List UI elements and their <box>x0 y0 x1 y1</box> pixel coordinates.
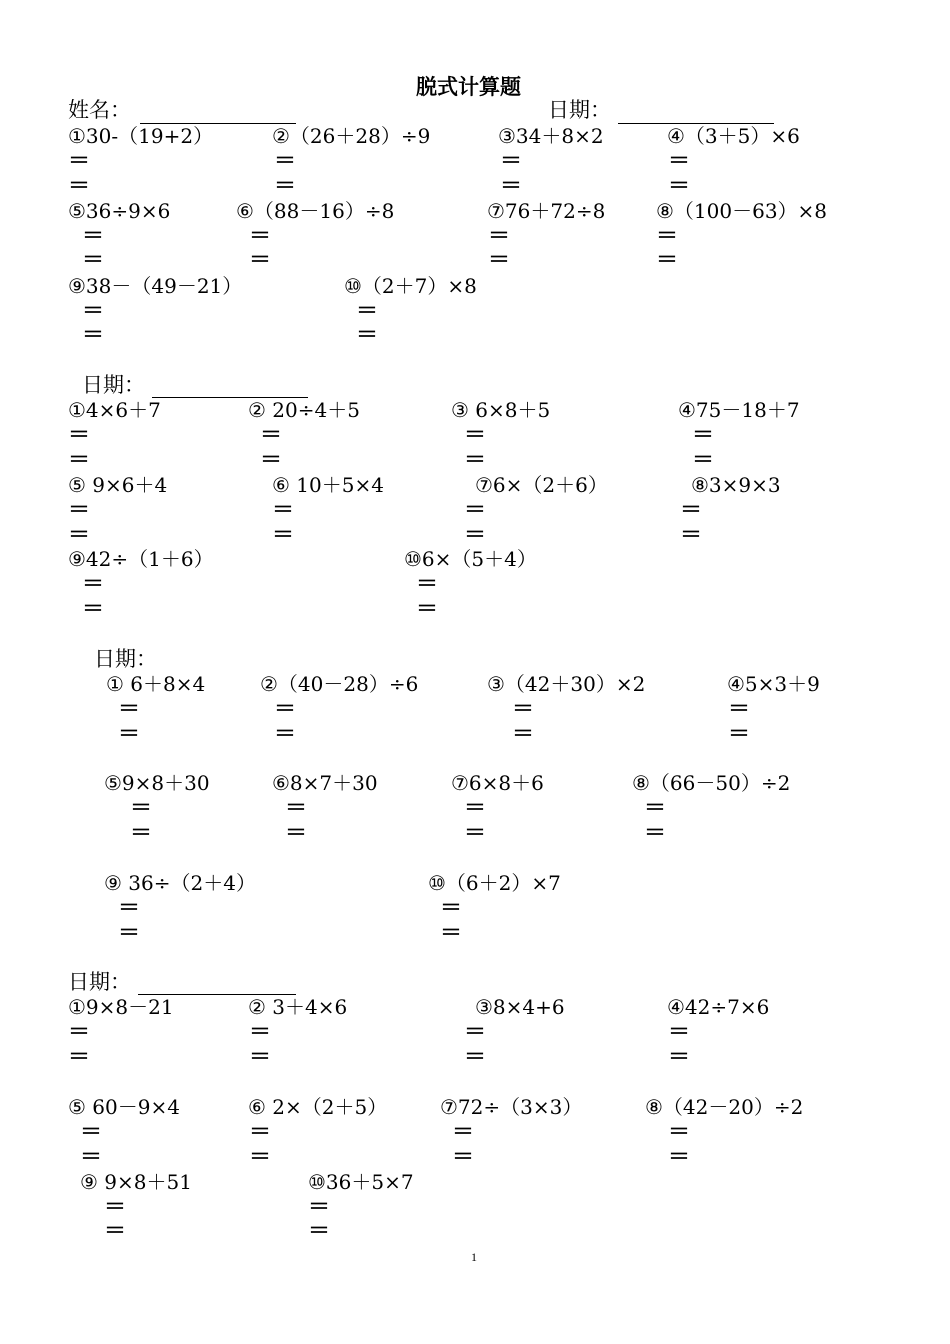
equals-sign: ＝ <box>80 1144 103 1170</box>
equals-sign: ＝ <box>488 223 511 249</box>
equals-sign: ＝ <box>274 696 297 722</box>
equals-sign: ＝ <box>464 447 487 473</box>
problem-9: ⑨ 36÷（2＋4） <box>104 871 256 895</box>
problem-7: ⑦6×8＋6 <box>451 771 544 795</box>
equals-sign: ＝ <box>118 696 141 722</box>
problem-7: ⑦72÷（3×3） <box>440 1095 583 1119</box>
name-label: 姓名： <box>68 98 131 122</box>
problem-10: ⑩（6＋2）×7 <box>428 871 561 895</box>
problem-2: ②（26＋28）÷9 <box>272 124 431 148</box>
problem-1: ① 6＋8×4 <box>106 672 206 696</box>
equals-sign: ＝ <box>274 173 297 199</box>
equals-sign: ＝ <box>692 447 715 473</box>
equals-sign: ＝ <box>274 721 297 747</box>
equals-sign: ＝ <box>644 820 667 846</box>
equals-sign: ＝ <box>68 1019 91 1045</box>
equals-sign: ＝ <box>285 795 308 821</box>
equals-sign: ＝ <box>464 422 487 448</box>
equals-sign: ＝ <box>464 795 487 821</box>
equals-sign: ＝ <box>464 1019 487 1045</box>
equals-sign: ＝ <box>118 895 141 921</box>
problem-3: ③（42＋30）×2 <box>487 672 646 696</box>
problem-3: ③34＋8×2 <box>498 124 604 148</box>
problem-9: ⑨38－（49－21） <box>68 274 243 298</box>
problem-3: ③ 6×8＋5 <box>451 398 551 422</box>
problem-7: ⑦76＋72÷8 <box>487 199 606 223</box>
equals-sign: ＝ <box>440 895 463 921</box>
problem-10: ⑩36＋5×7 <box>308 1170 414 1194</box>
problem-8: ⑧（42－20）÷2 <box>645 1095 804 1119</box>
equals-sign: ＝ <box>68 422 91 448</box>
equals-sign: ＝ <box>356 298 379 324</box>
equals-sign: ＝ <box>260 422 283 448</box>
page-title: 脱式计算题 <box>416 74 521 99</box>
problem-5: ⑤9×8＋30 <box>104 771 210 795</box>
problem-8: ⑧（66－50）÷2 <box>632 771 791 795</box>
equals-sign: ＝ <box>308 1194 331 1220</box>
equals-sign: ＝ <box>104 1194 127 1220</box>
problem-4: ④5×3＋9 <box>727 672 820 696</box>
equals-sign: ＝ <box>68 173 91 199</box>
equals-sign: ＝ <box>285 820 308 846</box>
equals-sign: ＝ <box>452 1144 475 1170</box>
equals-sign: ＝ <box>82 596 105 622</box>
problem-6: ⑥8×7＋30 <box>272 771 378 795</box>
problem-5: ⑤36÷9×6 <box>68 199 171 223</box>
equals-sign: ＝ <box>68 497 91 523</box>
equals-sign: ＝ <box>512 721 535 747</box>
equals-sign: ＝ <box>82 322 105 348</box>
problem-9: ⑨ 9×8＋51 <box>80 1170 192 1194</box>
equals-sign: ＝ <box>668 148 691 174</box>
problem-5: ⑤ 9×6＋4 <box>68 473 168 497</box>
problem-9: ⑨42÷（1＋6） <box>68 547 214 571</box>
problem-8: ⑧3×9×3 <box>691 473 781 497</box>
equals-sign: ＝ <box>118 920 141 946</box>
equals-sign: ＝ <box>668 1019 691 1045</box>
equals-sign: ＝ <box>82 298 105 324</box>
equals-sign: ＝ <box>260 447 283 473</box>
problem-10: ⑩（2＋7）×8 <box>344 274 477 298</box>
problem-4: ④42÷7×6 <box>667 995 770 1019</box>
equals-sign: ＝ <box>440 920 463 946</box>
equals-sign: ＝ <box>728 721 751 747</box>
equals-sign: ＝ <box>668 1119 691 1145</box>
problem-6: ⑥ 2×（2＋5） <box>248 1095 388 1119</box>
problem-1: ①30-（19+2） <box>68 124 214 148</box>
equals-sign: ＝ <box>728 696 751 722</box>
date-label: 日期： <box>548 98 611 122</box>
equals-sign: ＝ <box>644 795 667 821</box>
equals-sign: ＝ <box>668 1044 691 1070</box>
problem-4: ④（3＋5）×6 <box>667 124 800 148</box>
equals-sign: ＝ <box>82 247 105 273</box>
equals-sign: ＝ <box>249 1119 272 1145</box>
equals-sign: ＝ <box>500 148 523 174</box>
problem-6: ⑥ 10＋5×4 <box>272 473 384 497</box>
equals-sign: ＝ <box>68 447 91 473</box>
problem-10: ⑩6×（5＋4） <box>404 547 537 571</box>
equals-sign: ＝ <box>118 721 141 747</box>
equals-sign: ＝ <box>464 522 487 548</box>
problem-1: ①9×8－21 <box>68 995 174 1019</box>
problem-1: ①4×6＋7 <box>68 398 161 422</box>
equals-sign: ＝ <box>249 247 272 273</box>
equals-sign: ＝ <box>416 571 439 597</box>
date-label: 日期： <box>94 647 157 671</box>
equals-sign: ＝ <box>416 596 439 622</box>
problem-6: ⑥（88－16）÷8 <box>236 199 395 223</box>
equals-sign: ＝ <box>680 522 703 548</box>
equals-sign: ＝ <box>308 1218 331 1244</box>
page-number: 1 <box>471 1250 477 1264</box>
equals-sign: ＝ <box>82 223 105 249</box>
equals-sign: ＝ <box>692 422 715 448</box>
equals-sign: ＝ <box>130 795 153 821</box>
equals-sign: ＝ <box>464 1044 487 1070</box>
problem-3: ③8×4+6 <box>475 995 565 1019</box>
equals-sign: ＝ <box>680 497 703 523</box>
problem-7: ⑦6×（2＋6） <box>475 473 608 497</box>
equals-sign: ＝ <box>356 322 379 348</box>
equals-sign: ＝ <box>452 1119 475 1145</box>
equals-sign: ＝ <box>464 820 487 846</box>
problem-5: ⑤ 60－9×4 <box>68 1095 180 1119</box>
equals-sign: ＝ <box>82 571 105 597</box>
equals-sign: ＝ <box>68 148 91 174</box>
equals-sign: ＝ <box>668 1144 691 1170</box>
date-label: 日期： <box>68 970 131 994</box>
equals-sign: ＝ <box>249 1019 272 1045</box>
problem-2: ② 3＋4×6 <box>248 995 348 1019</box>
equals-sign: ＝ <box>500 173 523 199</box>
date-label: 日期： <box>82 373 145 397</box>
equals-sign: ＝ <box>68 522 91 548</box>
equals-sign: ＝ <box>130 820 153 846</box>
equals-sign: ＝ <box>249 223 272 249</box>
equals-sign: ＝ <box>488 247 511 273</box>
equals-sign: ＝ <box>249 1044 272 1070</box>
equals-sign: ＝ <box>668 173 691 199</box>
problem-8: ⑧（100－63）×8 <box>656 199 828 223</box>
equals-sign: ＝ <box>512 696 535 722</box>
equals-sign: ＝ <box>80 1119 103 1145</box>
equals-sign: ＝ <box>656 223 679 249</box>
problem-2: ②（40－28）÷6 <box>260 672 419 696</box>
equals-sign: ＝ <box>274 148 297 174</box>
equals-sign: ＝ <box>464 497 487 523</box>
equals-sign: ＝ <box>272 522 295 548</box>
equals-sign: ＝ <box>104 1218 127 1244</box>
equals-sign: ＝ <box>249 1144 272 1170</box>
equals-sign: ＝ <box>272 497 295 523</box>
problem-4: ④75－18＋7 <box>678 398 800 422</box>
equals-sign: ＝ <box>656 247 679 273</box>
equals-sign: ＝ <box>68 1044 91 1070</box>
problem-2: ② 20÷4＋5 <box>248 398 360 422</box>
